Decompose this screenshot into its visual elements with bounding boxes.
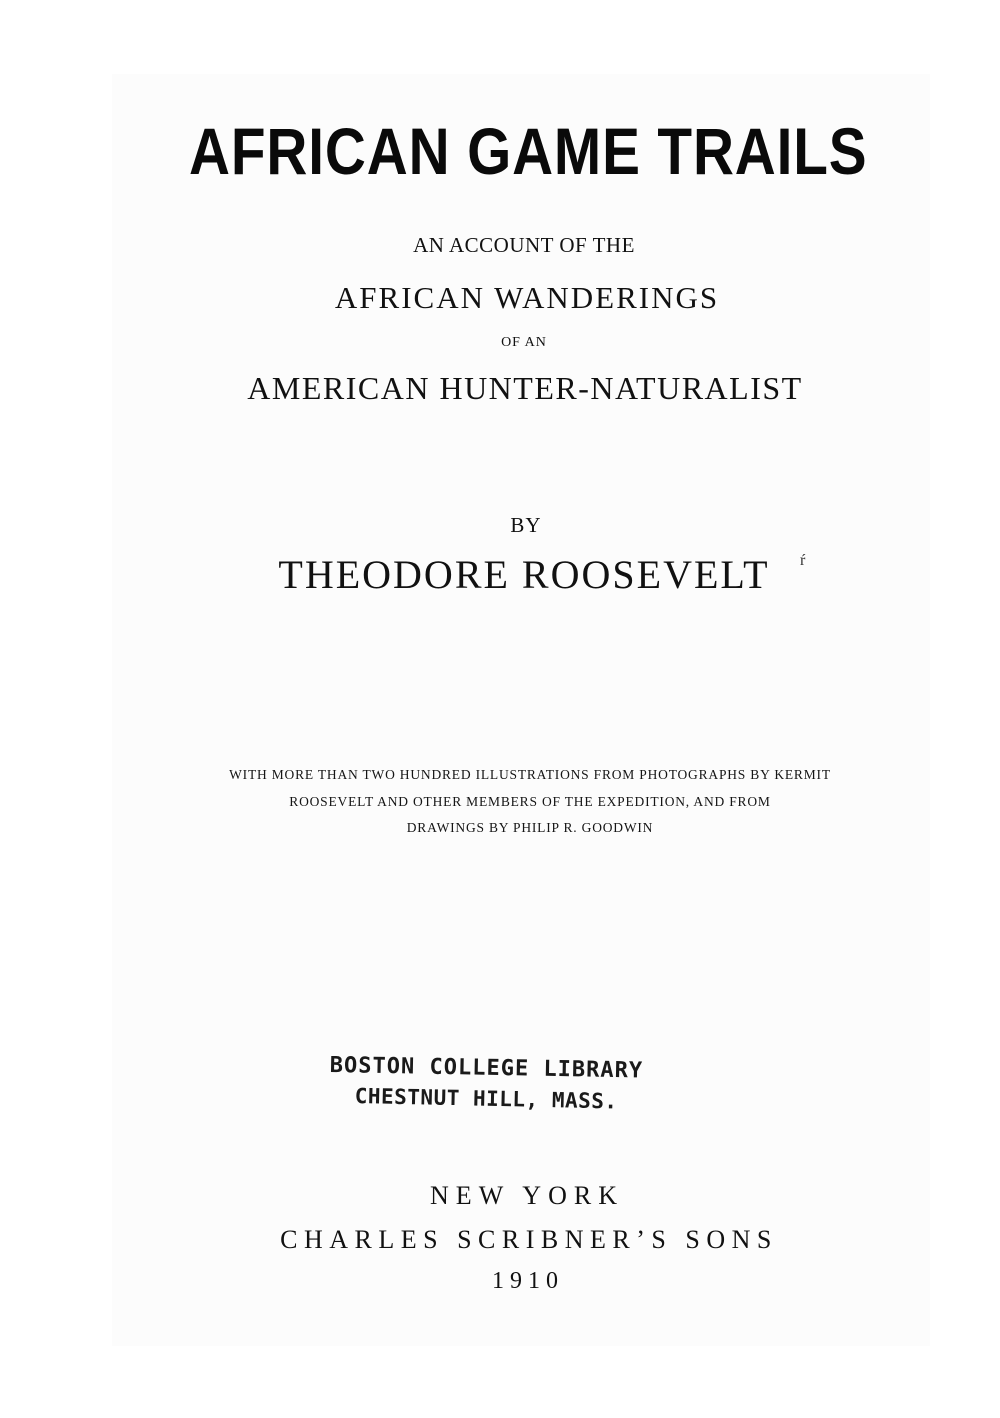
- illustrations-line-1: WITH MORE THAN TWO HUNDRED ILLUSTRATIONS FROM PHOTOGRAPHS BY KERMIT: [229, 767, 831, 782]
- imprint-publisher: CHARLES SCRIBNER’S SONS: [280, 1225, 778, 1254]
- imprint-year: 1910: [492, 1268, 564, 1294]
- imprint-place: NEW YORK: [430, 1181, 624, 1210]
- page-scan-area: [112, 74, 930, 1346]
- illustrations-note: [190, 762, 870, 842]
- library-stamp-line-1: BOSTON COLLEGE LIBRARY: [329, 1053, 644, 1084]
- subtitle-line-4: AMERICAN HUNTER-NATURALIST: [247, 370, 803, 406]
- byline-by: BY: [510, 513, 542, 537]
- book-title: AFRICAN GAME TRAILS: [189, 114, 868, 188]
- subtitle-line-3: OF AN: [501, 335, 547, 350]
- illustrations-line-2: ROOSEVELT AND OTHER MEMBERS OF THE EXPEDITION, AND FROM: [289, 793, 771, 809]
- illustrations-line-3: DRAWINGS BY PHILIP R. GOODWIN: [406, 820, 654, 835]
- author-name: THEODORE ROOSEVELT: [278, 552, 770, 597]
- library-stamp-line-2: CHESTNUT HILL, MASS.: [354, 1084, 618, 1114]
- pencil-mark: ŕ: [800, 552, 806, 569]
- subtitle-line-1: AN ACCOUNT OF THE: [413, 233, 635, 257]
- subtitle-line-2: AFRICAN WANDERINGS: [334, 280, 720, 315]
